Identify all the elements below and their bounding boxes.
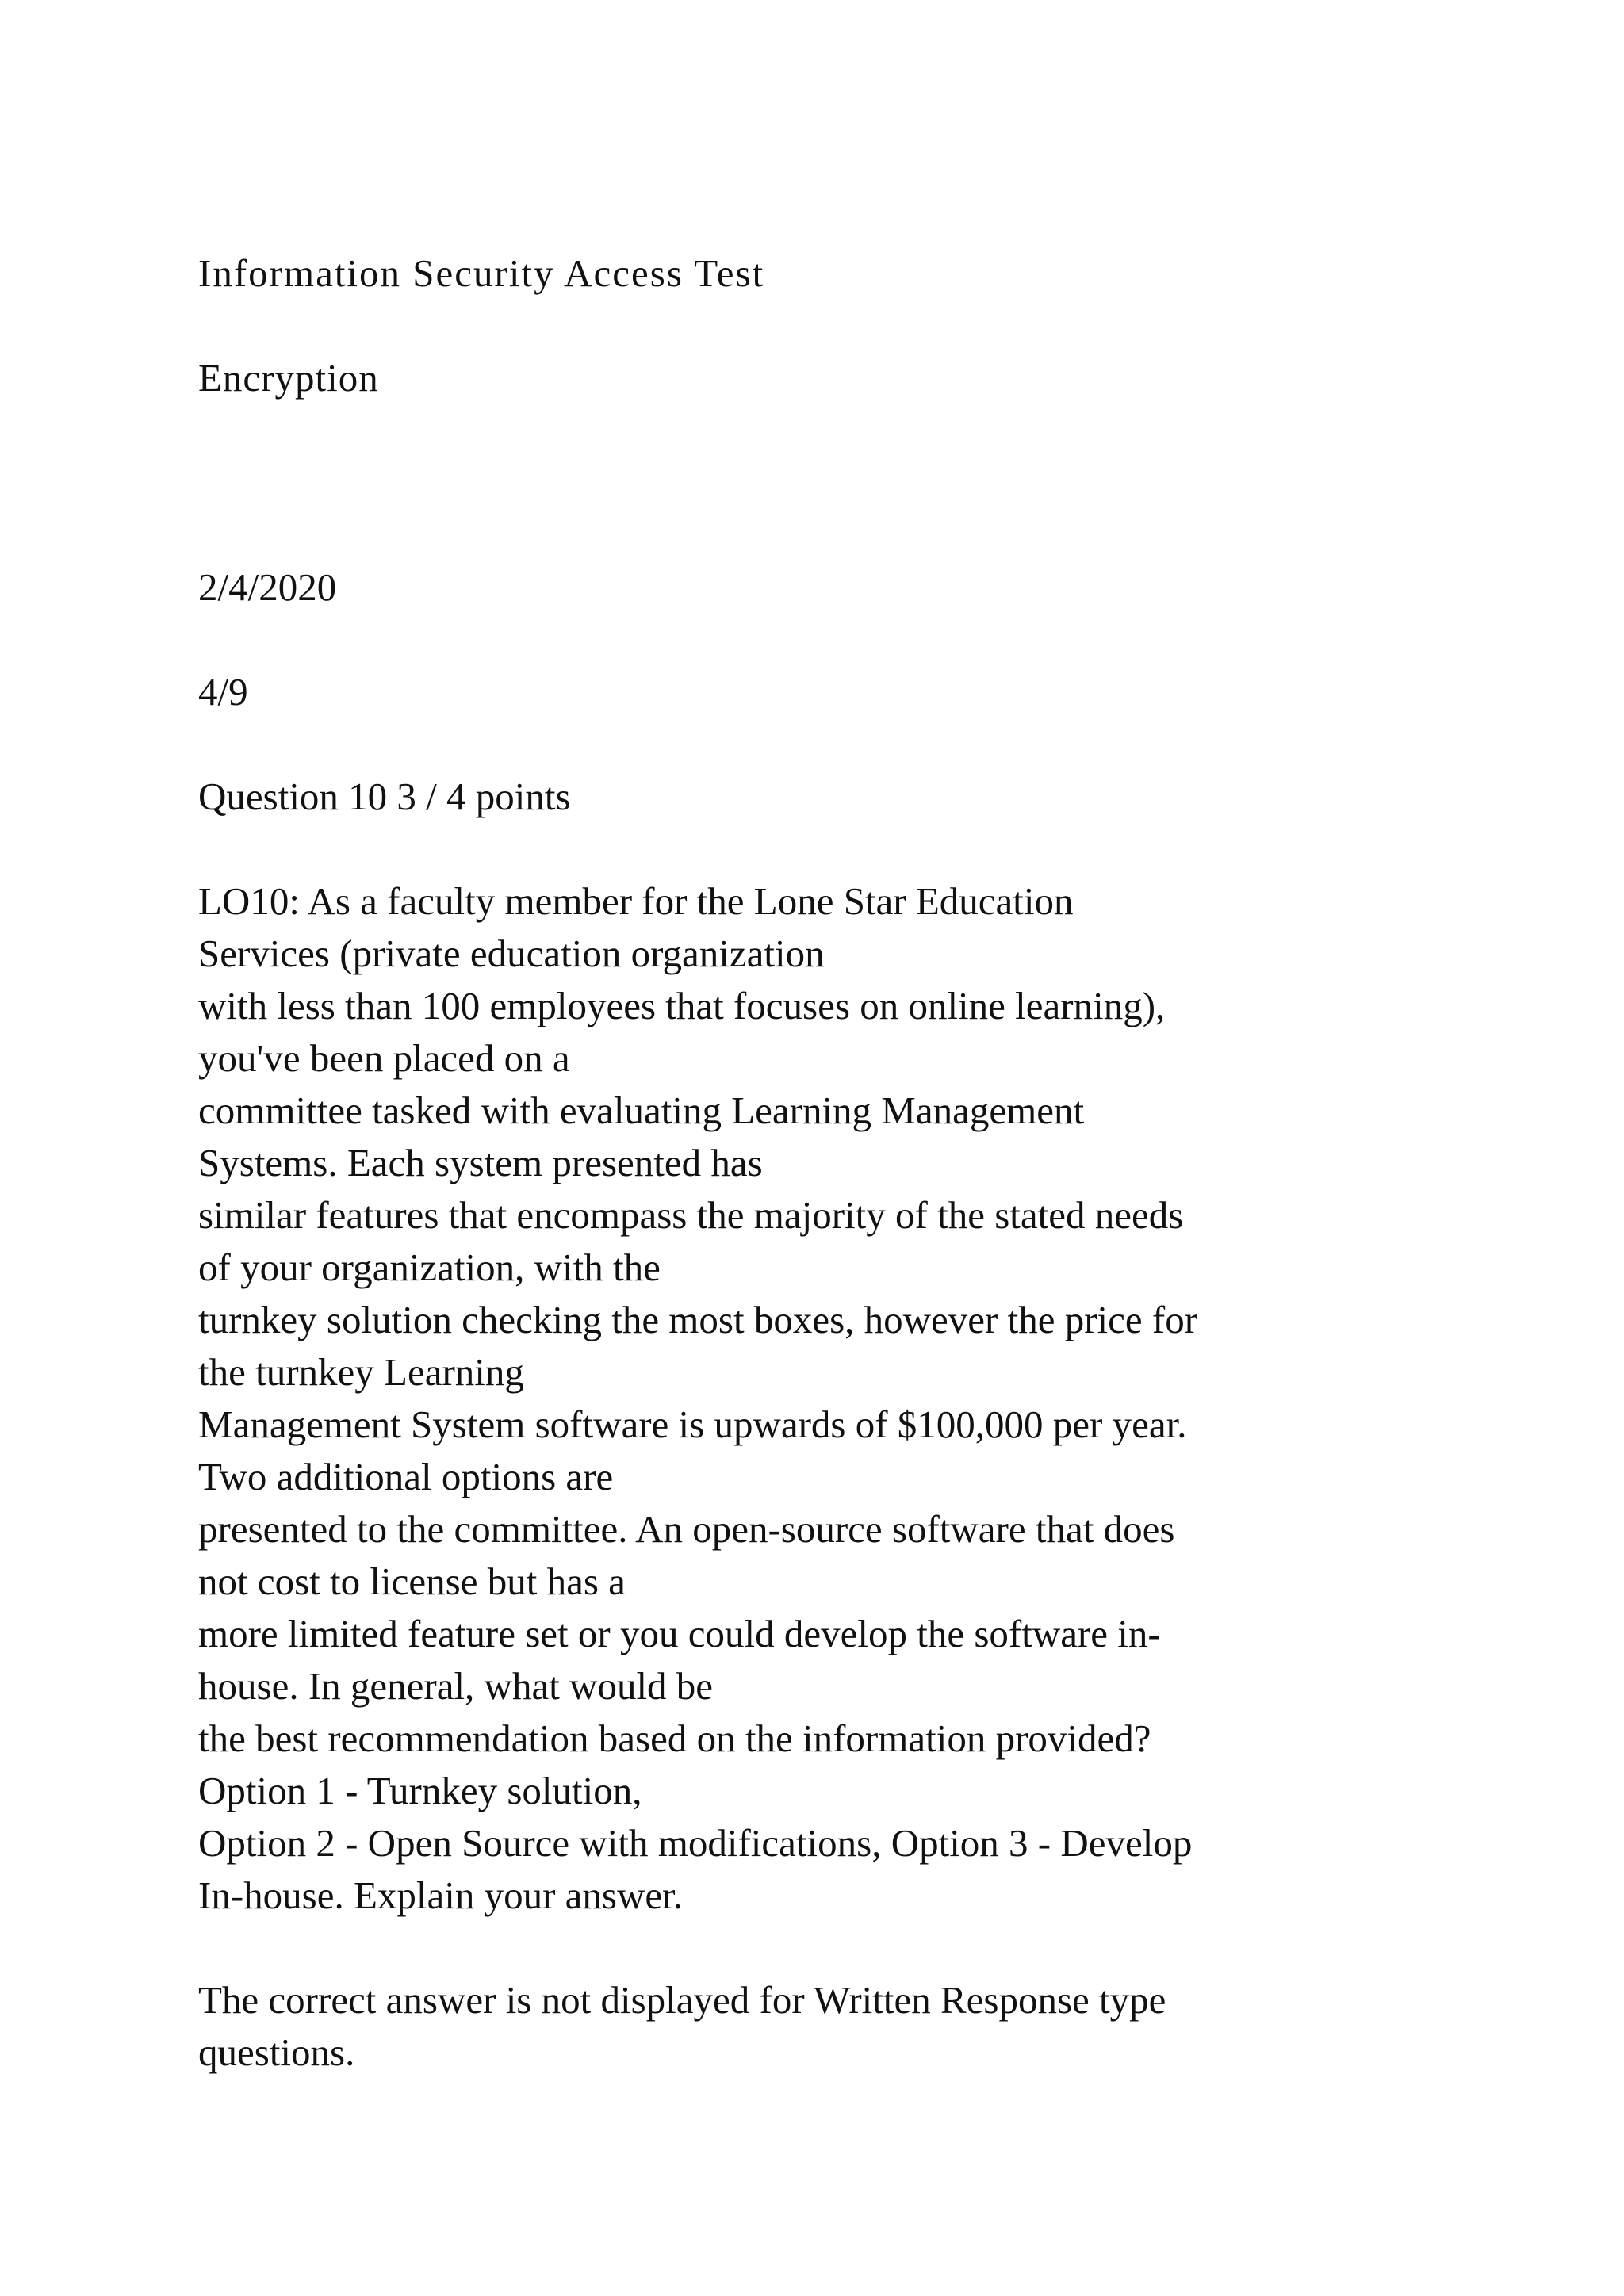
question-line: committee tasked with evaluating Learning Management [198,1089,1085,1132]
question-prompt [198,875,1197,1922]
question-line: Option 1 - Turnkey solution, [198,1769,642,1812]
question-line: of your organization, with the [198,1246,661,1289]
document-title: Information Security Access Test [198,251,765,295]
question-line: Option 2 - Open Source with modifications, Option 3 - Develop [198,1821,1193,1865]
document-date: 2/4/2020 [198,565,337,609]
question-line: LO10: As a faculty member for the Lone Star Education [198,879,1074,923]
document-subtitle: Encryption [198,356,379,400]
answer-note-line: questions. [198,2030,355,2074]
question-line: Two additional options are [198,1455,614,1498]
question-line: the turnkey Learning [198,1350,524,1394]
question-line: Services (private education organization [198,932,825,975]
question-line: house. In general, what would be [198,1664,714,1708]
question-line: similar features that encompass the majority of the stated needs [198,1193,1184,1237]
question-line: Management System software is upwards of $100,000 per year. [198,1402,1187,1446]
question-line: In-house. Explain your answer. [198,1873,683,1917]
question-line: you've been placed on a [198,1036,570,1080]
question-line: with less than 100 employees that focuses on online learning), [198,984,1166,1027]
question-line: Systems. Each system presented has [198,1141,763,1184]
question-line: more limited feature set or you could develop the software in- [198,1612,1161,1655]
answer-note-line: The correct answer is not displayed for Written Response type [198,1978,1166,2022]
question-line: not cost to license but has a [198,1559,626,1603]
answer-note [198,1974,1166,2079]
question-header: Question 10 3 / 4 points [198,775,571,818]
question-line: the best recommendation based on the information provided? [198,1716,1151,1760]
question-line: turnkey solution checking the most boxes, however the price for [198,1298,1198,1341]
page-counter: 4/9 [198,670,248,714]
question-line: presented to the committee. An open-source software that does [198,1507,1175,1551]
